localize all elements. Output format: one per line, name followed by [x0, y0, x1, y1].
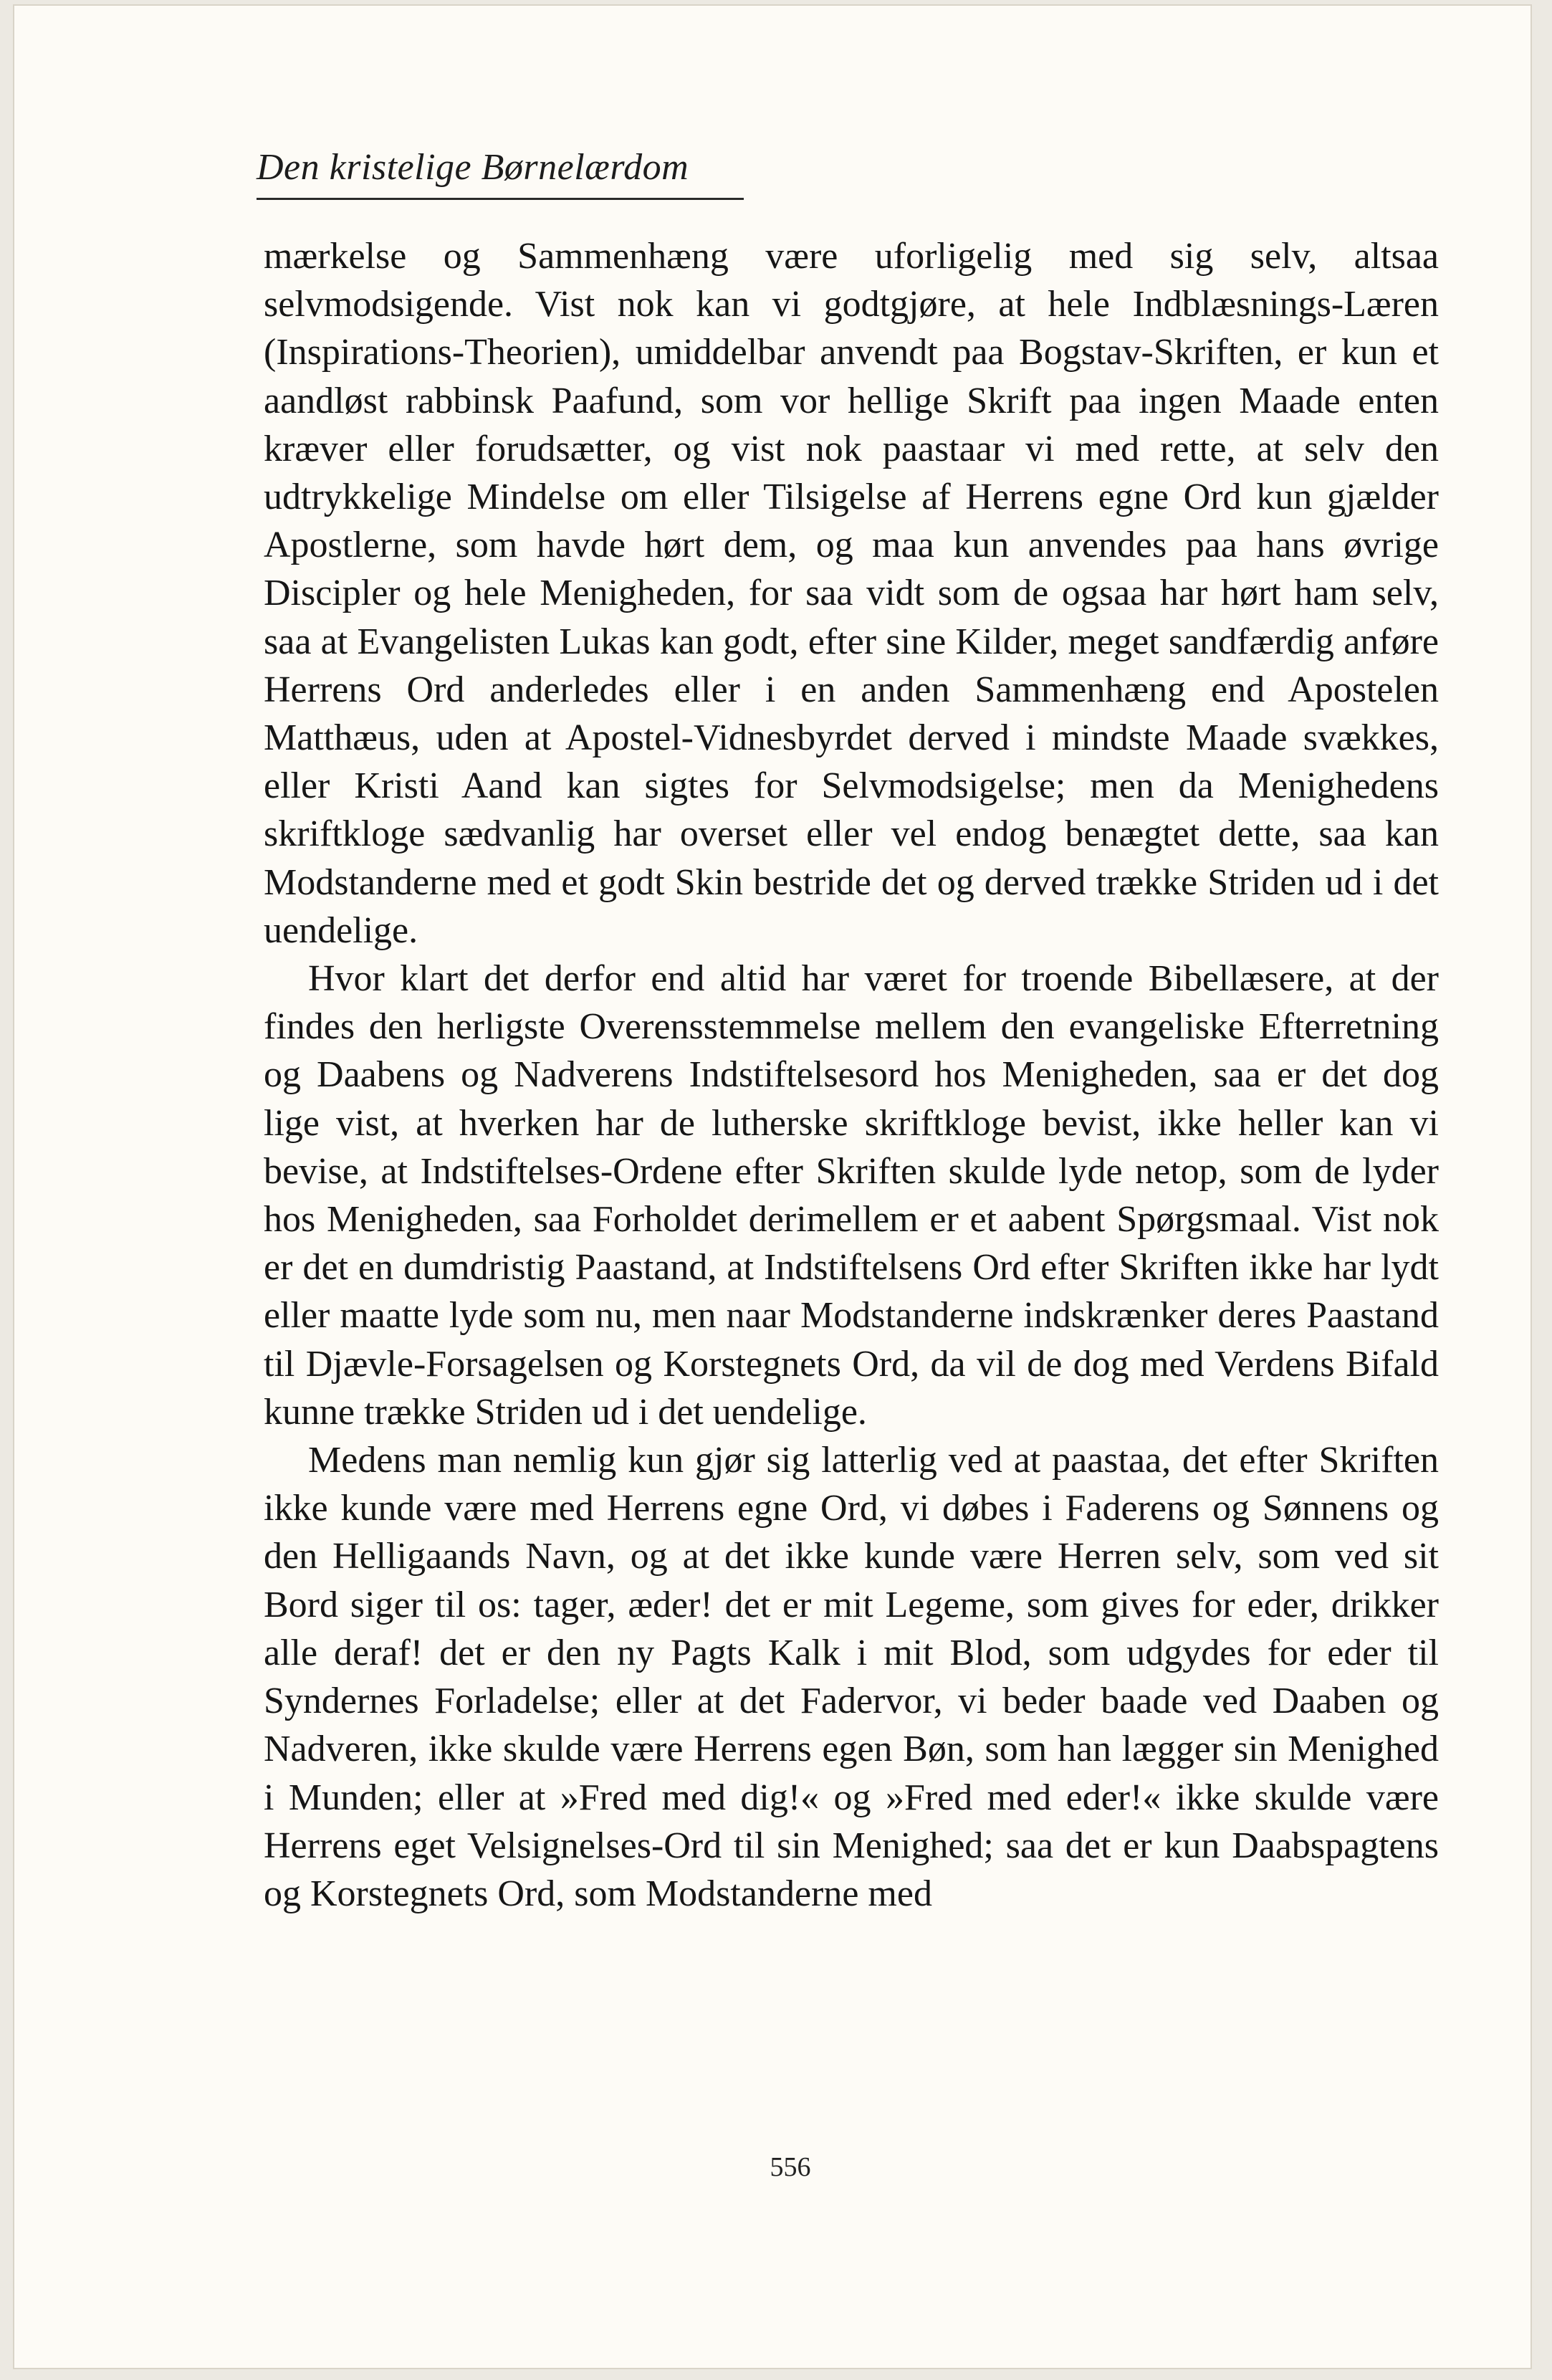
header-rule	[257, 198, 744, 200]
running-title: Den kristelige Børnelærdom	[257, 147, 689, 188]
paragraph-2: Hvor klart det derfor end altid har været for troende Bibellæsere, at der findes den herligste Overensstemmelse mellem den evangeliske Efterretning og Daabens og Nadverens Indstiftelsesord hos Menigheden, saa er det dog lige vist, at hverken har de lutherske skriftkloge bevist, ikke heller kan vi bevise, at Indstiftelses-Ordene efter Skriften skulde lyde netop, som de lyder hos Menigheden, saa Forholdet derimellem er et aabent Spørgsmaal. Vist nok er det en dumdristig Paastand, at Indstiftelsens Ord efter Skriften ikke har lydt eller maatte lyde som nu, men naar Modstanderne indskrænker deres Paastand til Djævle-Forsagelsen og Korstegnets Ord, da vil de dog med Verdens Bifald kunne trække Striden ud i det uendelige.	[264, 958, 1439, 1433]
page-body	[264, 232, 1439, 1918]
paragraph-1: mærkelse og Sammenhæng være uforligelig med sig selv, altsaa selvmodsigende. Vist nok kan vi godtgjøre, at hele Indblæsnings-Læren (Inspirations-Theorien), umiddelbar anvendt paa Bogstav-Skriften, er kun et aandløst rabbinsk Paafund, som vor hellige Skrift paa ingen Maade enten kræver eller forudsætter, og vist nok paastaar vi med rette, at selv den udtrykkelige Mindelse om eller Tilsigelse af Herrens egne Ord kun gjælder Apostlerne, som havde hørt dem, og maa kun anvendes paa hans øvrige Discipler og hele Menigheden, for saa vidt som de ogsaa har hørt ham selv, saa at Evangelisten Lukas kan godt, efter sine Kilder, meget sandfærdig anføre Herrens Ord anderledes eller i en anden Sammenhæng end Apostelen Matthæus, uden at Apostel-Vidnesbyrdet derved i mindste Maade svækkes, eller Kristi Aand kan sigtes for Selvmodsigelse; men da Menighedens skriftkloge sædvanlig har overset eller vel endog benægtet dette, saa kan Modstanderne med et godt Skin bestride det og derved trække Striden ud i det uendelige.	[264, 236, 1439, 951]
page-number: 556	[770, 2152, 811, 2182]
book-page	[13, 4, 1532, 2369]
paragraph-3: Medens man nemlig kun gjør sig latterlig ved at paastaa, det efter Skriften ikke kunde være med Herrens egne Ord, vi døbes i Faderens og Sønnens og den Helligaands Navn, og at det ikke kunde være Herren selv, som ved sit Bord siger til os: tager, æder! det er mit Legeme, som gives for eder, drikker alle deraf! det er den ny Pagts Kalk i mit Blod, som udgydes for eder til Syndernes Forladelse; eller at det Fadervor, vi beder baade ved Daaben og Nadveren, ikke skulde være Herrens egen Bøn, som han lægger sin Menighed i Munden; eller at »Fred med dig!« og »Fred med eder!« ikke skulde være Herrens eget Velsignelses-Ord til sin Menighed; saa det er kun Daabspagtens og Korstegnets Ord, som Modstanderne med	[264, 1440, 1439, 1914]
